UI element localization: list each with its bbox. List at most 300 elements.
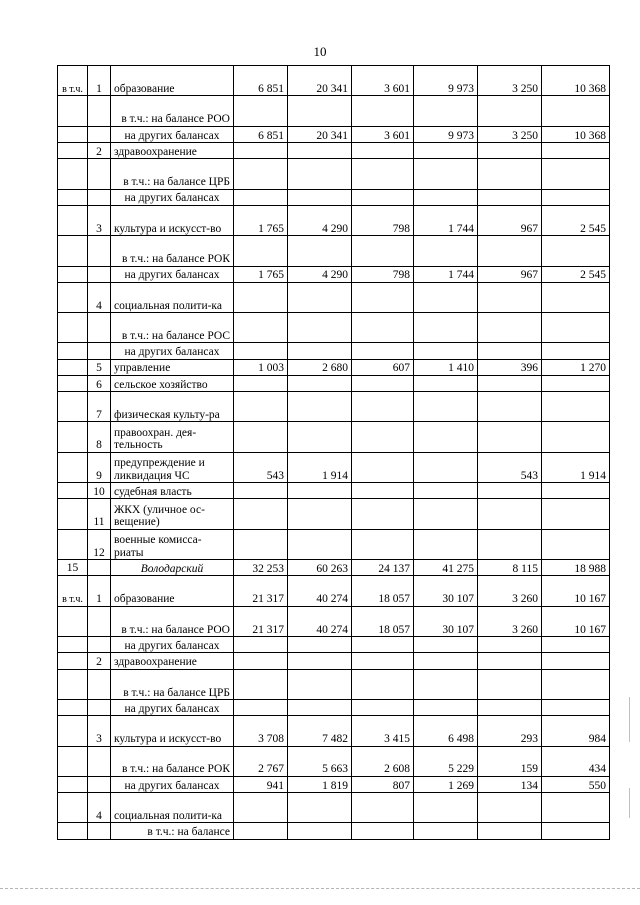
table-row <box>58 776 610 792</box>
value-cell <box>234 793 288 823</box>
value-cell <box>414 452 478 482</box>
table-row <box>58 560 610 576</box>
value-cell <box>542 637 610 653</box>
row-group-cell <box>58 189 88 205</box>
value-cell <box>234 142 288 158</box>
value-cell <box>542 669 610 699</box>
row-number-cell: 8 <box>88 422 111 452</box>
value-cell <box>352 236 414 266</box>
value-cell <box>542 313 610 343</box>
value-cell: 18 057 <box>352 576 414 606</box>
row-number-cell: 5 <box>88 359 111 375</box>
row-number-cell <box>88 823 111 839</box>
table-row <box>58 313 610 343</box>
value-cell <box>288 529 352 559</box>
table-body <box>58 66 610 840</box>
row-label-cell: в т.ч.: на балансе ЦРБ <box>111 669 234 699</box>
row-group-cell <box>58 236 88 266</box>
table-row <box>58 746 610 776</box>
value-cell: 20 341 <box>288 66 352 96</box>
value-cell <box>478 392 542 422</box>
value-cell <box>288 392 352 422</box>
row-number-cell: 10 <box>88 483 111 499</box>
value-cell <box>288 669 352 699</box>
row-group-cell <box>58 266 88 282</box>
value-cell <box>414 699 478 715</box>
table-row <box>58 142 610 158</box>
value-cell <box>288 483 352 499</box>
value-cell: 434 <box>542 746 610 776</box>
value-cell <box>414 529 478 559</box>
value-cell: 543 <box>478 452 542 482</box>
value-cell: 9 973 <box>414 126 478 142</box>
value-cell <box>542 823 610 839</box>
table-row <box>58 205 610 235</box>
table-row <box>58 716 610 746</box>
value-cell <box>414 343 478 359</box>
value-cell: 3 415 <box>352 716 414 746</box>
table-row <box>58 159 610 189</box>
value-cell: 3 601 <box>352 126 414 142</box>
row-group-cell <box>58 746 88 776</box>
row-label-cell: судебная власть <box>111 483 234 499</box>
table-row <box>58 823 610 839</box>
row-label-cell: на других балансах <box>111 189 234 205</box>
value-cell <box>414 793 478 823</box>
row-number-cell <box>88 746 111 776</box>
value-cell <box>352 392 414 422</box>
value-cell <box>478 653 542 669</box>
row-label-cell: в т.ч.: на балансе РОО <box>111 606 234 636</box>
value-cell <box>478 422 542 452</box>
row-label-cell: военные комисса-риаты <box>111 529 234 559</box>
value-cell <box>542 189 610 205</box>
value-cell <box>288 159 352 189</box>
value-cell: 134 <box>478 776 542 792</box>
row-group-cell: в т.ч. <box>58 66 88 96</box>
value-cell <box>352 823 414 839</box>
value-cell: 1 003 <box>234 359 288 375</box>
value-cell: 2 545 <box>542 205 610 235</box>
value-cell <box>234 96 288 126</box>
row-number-cell: 12 <box>88 529 111 559</box>
row-group-cell <box>58 422 88 452</box>
value-cell <box>288 793 352 823</box>
value-cell: 3 260 <box>478 606 542 636</box>
table-row <box>58 499 610 529</box>
value-cell <box>234 699 288 715</box>
value-cell <box>542 483 610 499</box>
value-cell <box>414 189 478 205</box>
row-label-cell: культура и искусст-во <box>111 205 234 235</box>
row-number-cell: 2 <box>88 142 111 158</box>
row-group-cell <box>58 359 88 375</box>
row-group-cell <box>58 653 88 669</box>
value-cell <box>234 236 288 266</box>
value-cell <box>352 529 414 559</box>
row-group-cell <box>58 96 88 126</box>
row-group-cell <box>58 142 88 158</box>
table-row <box>58 452 610 482</box>
value-cell: 18 057 <box>352 606 414 636</box>
value-cell: 32 253 <box>234 560 288 576</box>
value-cell: 41 275 <box>414 560 478 576</box>
value-cell <box>414 159 478 189</box>
value-cell <box>352 343 414 359</box>
value-cell <box>352 499 414 529</box>
value-cell <box>234 422 288 452</box>
value-cell <box>478 375 542 391</box>
value-cell <box>288 823 352 839</box>
row-group-cell <box>58 776 88 792</box>
table-row <box>58 343 610 359</box>
row-group-cell <box>58 823 88 839</box>
table-row <box>58 189 610 205</box>
scan-mark <box>629 697 630 742</box>
row-label-cell: предупреждение и ликвидация ЧС <box>111 452 234 482</box>
row-number-cell: 1 <box>88 576 111 606</box>
value-cell <box>288 282 352 312</box>
value-cell <box>352 637 414 653</box>
value-cell: 2 545 <box>542 266 610 282</box>
row-number-cell <box>88 343 111 359</box>
value-cell: 2 608 <box>352 746 414 776</box>
row-number-cell <box>88 189 111 205</box>
value-cell <box>288 313 352 343</box>
row-group-cell: в т.ч. <box>58 576 88 606</box>
row-group-cell <box>58 637 88 653</box>
value-cell <box>478 142 542 158</box>
table-row <box>58 483 610 499</box>
value-cell <box>478 313 542 343</box>
value-cell <box>234 282 288 312</box>
value-cell: 1 744 <box>414 266 478 282</box>
row-number-cell <box>88 313 111 343</box>
value-cell <box>234 529 288 559</box>
value-cell: 10 167 <box>542 576 610 606</box>
row-group-cell <box>58 282 88 312</box>
value-cell: 2 680 <box>288 359 352 375</box>
row-number-cell: 7 <box>88 392 111 422</box>
row-number-cell: 2 <box>88 653 111 669</box>
value-cell <box>352 653 414 669</box>
value-cell: 10 167 <box>542 606 610 636</box>
value-cell <box>542 375 610 391</box>
value-cell <box>542 699 610 715</box>
row-group-cell <box>58 205 88 235</box>
value-cell <box>542 499 610 529</box>
table-row <box>58 359 610 375</box>
value-cell: 798 <box>352 266 414 282</box>
row-label-cell: на других балансах <box>111 266 234 282</box>
value-cell: 3 260 <box>478 576 542 606</box>
row-group-cell <box>58 126 88 142</box>
row-label-cell: социальная полити-ка <box>111 793 234 823</box>
value-cell <box>234 823 288 839</box>
value-cell: 1 270 <box>542 359 610 375</box>
row-group-cell <box>58 699 88 715</box>
value-cell <box>478 499 542 529</box>
row-label-cell: на других балансах <box>111 699 234 715</box>
value-cell <box>414 483 478 499</box>
value-cell: 3 250 <box>478 126 542 142</box>
value-cell: 1 269 <box>414 776 478 792</box>
value-cell: 1 914 <box>542 452 610 482</box>
value-cell: 4 290 <box>288 205 352 235</box>
value-cell <box>288 236 352 266</box>
value-cell <box>414 669 478 699</box>
value-cell <box>288 375 352 391</box>
value-cell <box>234 637 288 653</box>
value-cell <box>352 189 414 205</box>
value-cell <box>288 422 352 452</box>
row-number-cell <box>88 96 111 126</box>
value-cell: 6 498 <box>414 716 478 746</box>
row-label-cell: социальная полити-ка <box>111 282 234 312</box>
table-row <box>58 653 610 669</box>
row-number-cell <box>88 236 111 266</box>
value-cell <box>478 96 542 126</box>
value-cell <box>288 653 352 669</box>
value-cell: 941 <box>234 776 288 792</box>
row-label-cell: образование <box>111 66 234 96</box>
value-cell: 20 341 <box>288 126 352 142</box>
row-group-cell <box>58 669 88 699</box>
value-cell <box>234 653 288 669</box>
row-label-cell: физическая культу-ра <box>111 392 234 422</box>
row-number-cell <box>88 159 111 189</box>
value-cell <box>352 483 414 499</box>
value-cell <box>414 637 478 653</box>
value-cell: 6 851 <box>234 126 288 142</box>
value-cell <box>352 142 414 158</box>
scan-mark <box>629 788 630 818</box>
value-cell <box>542 159 610 189</box>
value-cell <box>478 483 542 499</box>
value-cell <box>352 96 414 126</box>
value-cell: 10 368 <box>542 126 610 142</box>
row-label-cell: сельское хозяйство <box>111 375 234 391</box>
value-cell <box>234 343 288 359</box>
value-cell: 607 <box>352 359 414 375</box>
value-cell: 4 290 <box>288 266 352 282</box>
row-label-cell: ЖКХ (уличное ос-вещение) <box>111 499 234 529</box>
value-cell: 5 229 <box>414 746 478 776</box>
row-number-cell <box>88 126 111 142</box>
value-cell <box>478 669 542 699</box>
value-cell <box>478 637 542 653</box>
row-group-cell <box>58 375 88 391</box>
value-cell <box>352 159 414 189</box>
row-label-cell: в т.ч.: на балансе РОК <box>111 236 234 266</box>
value-cell: 10 368 <box>542 66 610 96</box>
value-cell <box>414 96 478 126</box>
row-group-cell <box>58 529 88 559</box>
value-cell: 21 317 <box>234 576 288 606</box>
value-cell: 9 973 <box>414 66 478 96</box>
value-cell: 798 <box>352 205 414 235</box>
row-group-cell <box>58 499 88 529</box>
row-number-cell: 4 <box>88 793 111 823</box>
value-cell <box>478 529 542 559</box>
value-cell: 1 819 <box>288 776 352 792</box>
value-cell: 60 263 <box>288 560 352 576</box>
value-cell <box>542 236 610 266</box>
value-cell <box>478 236 542 266</box>
row-group-cell <box>58 452 88 482</box>
value-cell <box>288 499 352 529</box>
row-label-cell: правоохран. дея-тельность <box>111 422 234 452</box>
row-label-cell: управление <box>111 359 234 375</box>
row-group-cell <box>58 313 88 343</box>
row-label-cell: в т.ч.: на балансе РОК <box>111 746 234 776</box>
value-cell: 550 <box>542 776 610 792</box>
table-row <box>58 793 610 823</box>
value-cell <box>478 189 542 205</box>
value-cell <box>478 343 542 359</box>
value-cell <box>542 282 610 312</box>
value-cell: 967 <box>478 205 542 235</box>
value-cell <box>352 375 414 391</box>
value-cell <box>414 823 478 839</box>
row-label-cell: здравоохранение <box>111 142 234 158</box>
value-cell: 5 663 <box>288 746 352 776</box>
row-number-cell: 1 <box>88 66 111 96</box>
page-number: 10 <box>313 44 327 59</box>
row-label-cell: в т.ч.: на балансе ЦРБ <box>111 159 234 189</box>
value-cell <box>414 499 478 529</box>
row-group-cell <box>58 716 88 746</box>
row-label-cell: в т.ч.: на балансе РОС <box>111 313 234 343</box>
value-cell <box>288 96 352 126</box>
value-cell: 3 250 <box>478 66 542 96</box>
table-row <box>58 126 610 142</box>
row-group-cell <box>58 606 88 636</box>
table-row <box>58 375 610 391</box>
value-cell <box>542 96 610 126</box>
value-cell <box>234 392 288 422</box>
value-cell <box>352 699 414 715</box>
row-label-cell: Володарский <box>111 560 234 576</box>
value-cell <box>234 669 288 699</box>
row-number-cell: 6 <box>88 375 111 391</box>
value-cell <box>352 422 414 452</box>
value-cell <box>234 313 288 343</box>
value-cell <box>414 142 478 158</box>
value-cell <box>414 392 478 422</box>
row-label-cell: здравоохранение <box>111 653 234 669</box>
value-cell: 21 317 <box>234 606 288 636</box>
value-cell: 807 <box>352 776 414 792</box>
table-row <box>58 529 610 559</box>
value-cell <box>478 793 542 823</box>
value-cell: 1 744 <box>414 205 478 235</box>
value-cell <box>414 282 478 312</box>
table-row <box>58 576 610 606</box>
value-cell: 3 601 <box>352 66 414 96</box>
row-number-cell: 3 <box>88 205 111 235</box>
row-label-cell: культура и искусст-во <box>111 716 234 746</box>
value-cell <box>478 282 542 312</box>
page-edge-line <box>0 888 640 889</box>
row-number-cell <box>88 637 111 653</box>
value-cell <box>414 422 478 452</box>
value-cell <box>478 699 542 715</box>
table-row <box>58 282 610 312</box>
row-group-cell <box>58 343 88 359</box>
row-label-cell: в т.ч.: на балансе РОО <box>111 96 234 126</box>
table-row <box>58 392 610 422</box>
row-group-cell <box>58 392 88 422</box>
value-cell: 3 708 <box>234 716 288 746</box>
value-cell <box>288 637 352 653</box>
table-row <box>58 669 610 699</box>
row-label-cell: на других балансах <box>111 776 234 792</box>
value-cell: 1 765 <box>234 266 288 282</box>
row-label-cell: образование <box>111 576 234 606</box>
row-number-cell <box>88 606 111 636</box>
value-cell <box>234 375 288 391</box>
value-cell <box>288 343 352 359</box>
row-number-cell: 4 <box>88 282 111 312</box>
value-cell <box>352 313 414 343</box>
row-number-cell: 3 <box>88 716 111 746</box>
row-number-cell: 11 <box>88 499 111 529</box>
value-cell: 6 851 <box>234 66 288 96</box>
value-cell <box>234 159 288 189</box>
value-cell <box>414 236 478 266</box>
value-cell <box>478 159 542 189</box>
table-row <box>58 637 610 653</box>
value-cell: 24 137 <box>352 560 414 576</box>
table-row <box>58 699 610 715</box>
value-cell: 967 <box>478 266 542 282</box>
row-label-cell: на других балансах <box>111 637 234 653</box>
row-group-cell <box>58 793 88 823</box>
value-cell <box>414 313 478 343</box>
value-cell <box>478 823 542 839</box>
value-cell: 7 482 <box>288 716 352 746</box>
value-cell <box>542 142 610 158</box>
value-cell: 40 274 <box>288 606 352 636</box>
value-cell <box>288 189 352 205</box>
table-row <box>58 236 610 266</box>
row-group-cell <box>58 159 88 189</box>
value-cell: 293 <box>478 716 542 746</box>
value-cell: 159 <box>478 746 542 776</box>
value-cell: 1 410 <box>414 359 478 375</box>
value-cell <box>542 529 610 559</box>
value-cell <box>542 653 610 669</box>
value-cell <box>288 142 352 158</box>
value-cell: 1 765 <box>234 205 288 235</box>
row-number-cell <box>88 669 111 699</box>
value-cell: 40 274 <box>288 576 352 606</box>
value-cell <box>542 343 610 359</box>
value-cell: 30 107 <box>414 576 478 606</box>
row-number-cell: 9 <box>88 452 111 482</box>
row-label-cell: на других балансах <box>111 126 234 142</box>
budget-table <box>57 65 610 840</box>
table-row <box>58 66 610 96</box>
value-cell <box>352 793 414 823</box>
value-cell: 2 767 <box>234 746 288 776</box>
value-cell <box>414 653 478 669</box>
table-row <box>58 606 610 636</box>
table-row <box>58 96 610 126</box>
value-cell <box>542 392 610 422</box>
value-cell: 30 107 <box>414 606 478 636</box>
